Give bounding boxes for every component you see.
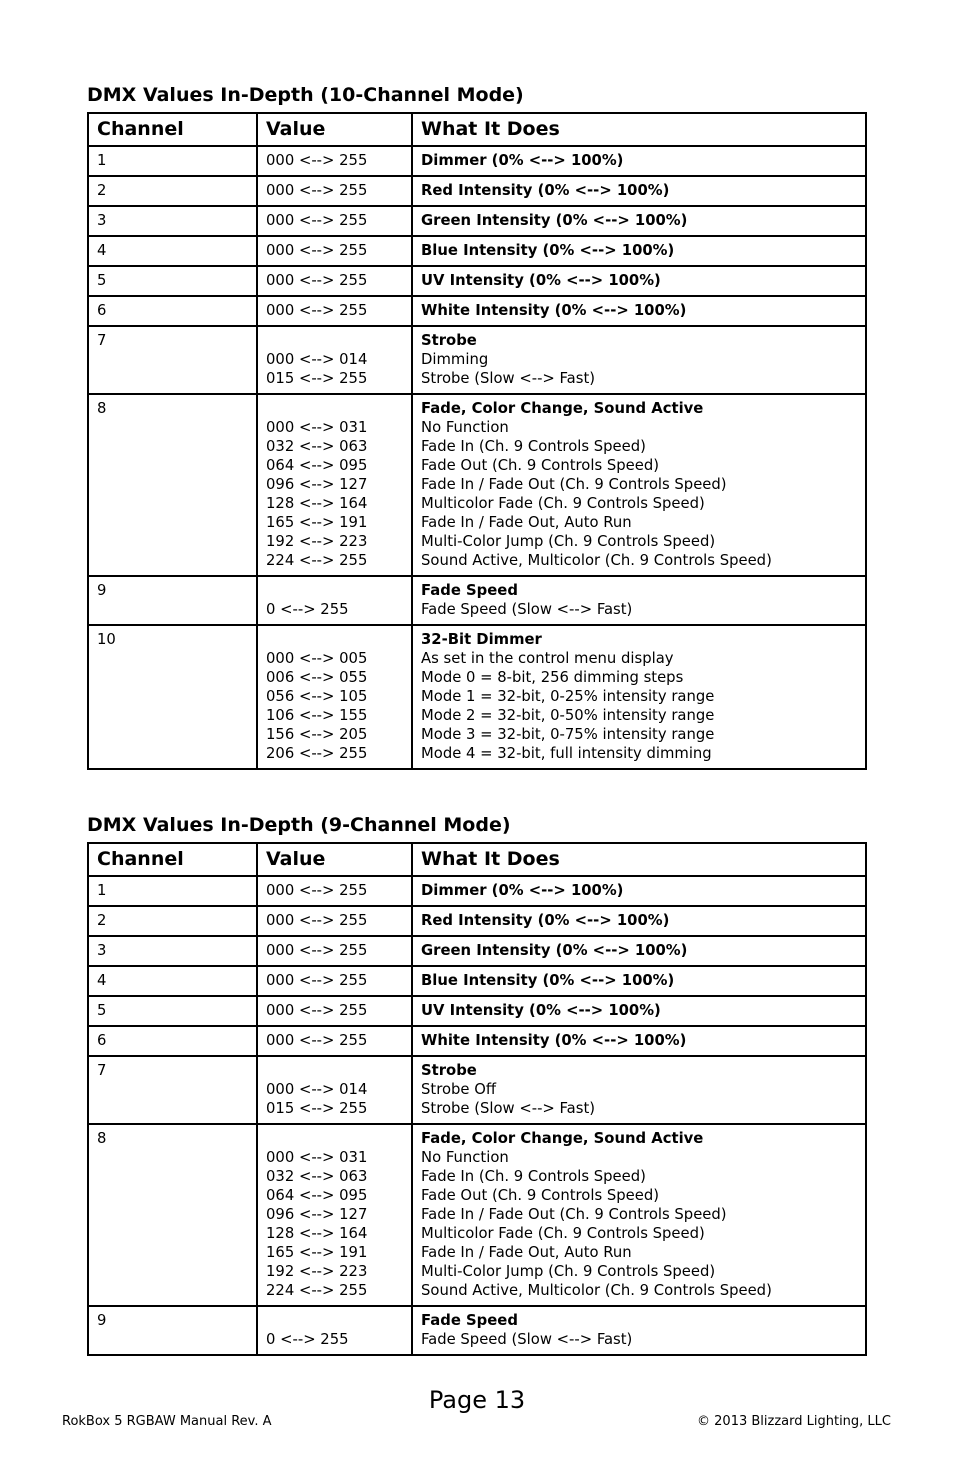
table-row bbox=[88, 176, 866, 206]
function-heading: 32-Bit Dimmer bbox=[421, 631, 542, 648]
header-what-it-does: What It Does bbox=[412, 113, 866, 146]
table-row bbox=[88, 936, 866, 966]
value-spacer bbox=[266, 1311, 403, 1330]
value-range: 000 <--> 255 bbox=[266, 1032, 368, 1049]
channel-cell: 10 bbox=[88, 625, 257, 769]
function-item: Sound Active, Multicolor (Ch. 9 Controls Speed) bbox=[421, 1282, 772, 1299]
value-cell bbox=[257, 936, 412, 966]
value-range: 224 <--> 255 bbox=[266, 552, 368, 569]
table-body bbox=[88, 876, 866, 1355]
function-heading: Blue Intensity (0% <--> 100%) bbox=[421, 242, 675, 259]
value-range: 0 <--> 255 bbox=[266, 1331, 349, 1348]
value-range: 192 <--> 223 bbox=[266, 533, 368, 550]
table-row bbox=[88, 996, 866, 1026]
function-heading: UV Intensity (0% <--> 100%) bbox=[421, 1002, 661, 1019]
function-cell bbox=[412, 1124, 866, 1306]
value-spacer bbox=[266, 1061, 403, 1080]
function-item: Mode 0 = 8-bit, 256 dimming steps bbox=[421, 669, 684, 686]
function-item: Multi-Color Jump (Ch. 9 Controls Speed) bbox=[421, 1263, 716, 1280]
value-spacer bbox=[266, 1129, 403, 1148]
function-item: Strobe (Slow <--> Fast) bbox=[421, 370, 596, 387]
function-item: Sound Active, Multicolor (Ch. 9 Controls Speed) bbox=[421, 552, 772, 569]
function-item: Fade In (Ch. 9 Controls Speed) bbox=[421, 438, 646, 455]
value-spacer bbox=[266, 331, 403, 350]
page-number: Page 13 bbox=[428, 1386, 526, 1414]
function-item: Fade Speed (Slow <--> Fast) bbox=[421, 1331, 633, 1348]
value-range: 096 <--> 127 bbox=[266, 476, 368, 493]
value-range: 000 <--> 255 bbox=[266, 302, 368, 319]
table-row bbox=[88, 296, 866, 326]
function-heading: Dimmer (0% <--> 100%) bbox=[421, 152, 624, 169]
value-range: 000 <--> 255 bbox=[266, 942, 368, 959]
value-cell bbox=[257, 296, 412, 326]
dmx-table-9ch bbox=[87, 842, 867, 1356]
function-heading: Fade Speed bbox=[421, 582, 518, 599]
function-item: Fade In (Ch. 9 Controls Speed) bbox=[421, 1168, 646, 1185]
function-cell bbox=[412, 996, 866, 1026]
function-cell bbox=[412, 176, 866, 206]
function-item: Multicolor Fade (Ch. 9 Controls Speed) bbox=[421, 495, 705, 512]
function-heading: Blue Intensity (0% <--> 100%) bbox=[421, 972, 675, 989]
function-heading: Green Intensity (0% <--> 100%) bbox=[421, 212, 688, 229]
value-range: 000 <--> 255 bbox=[266, 912, 368, 929]
function-item: Multi-Color Jump (Ch. 9 Controls Speed) bbox=[421, 533, 716, 550]
function-heading: UV Intensity (0% <--> 100%) bbox=[421, 272, 661, 289]
table-row bbox=[88, 1306, 866, 1355]
function-cell bbox=[412, 906, 866, 936]
table-section-10ch bbox=[87, 82, 867, 770]
function-cell bbox=[412, 936, 866, 966]
function-item: Fade In / Fade Out (Ch. 9 Controls Speed) bbox=[421, 1206, 727, 1223]
value-spacer bbox=[266, 399, 403, 418]
channel-cell: 5 bbox=[88, 266, 257, 296]
function-item: No Function bbox=[421, 419, 509, 436]
function-item: Mode 4 = 32-bit, full intensity dimming bbox=[421, 745, 712, 762]
value-cell bbox=[257, 625, 412, 769]
function-item: Fade In / Fade Out, Auto Run bbox=[421, 1244, 632, 1261]
header-row bbox=[88, 113, 866, 146]
value-range: 000 <--> 255 bbox=[266, 152, 368, 169]
channel-cell: 8 bbox=[88, 394, 257, 576]
table-row bbox=[88, 394, 866, 576]
header-channel: Channel bbox=[88, 113, 257, 146]
value-cell bbox=[257, 146, 412, 176]
channel-cell: 6 bbox=[88, 296, 257, 326]
function-heading: Red Intensity (0% <--> 100%) bbox=[421, 912, 670, 929]
value-range: 106 <--> 155 bbox=[266, 707, 368, 724]
value-range: 000 <--> 255 bbox=[266, 1002, 368, 1019]
function-item: No Function bbox=[421, 1149, 509, 1166]
value-range: 192 <--> 223 bbox=[266, 1263, 368, 1280]
function-item: Fade In / Fade Out (Ch. 9 Controls Speed) bbox=[421, 476, 727, 493]
value-range: 015 <--> 255 bbox=[266, 1100, 368, 1117]
channel-cell: 8 bbox=[88, 1124, 257, 1306]
table-row bbox=[88, 876, 866, 906]
value-spacer bbox=[266, 630, 403, 649]
function-item: Fade Speed (Slow <--> Fast) bbox=[421, 601, 633, 618]
function-item: Strobe Off bbox=[421, 1081, 497, 1098]
header-channel: Channel bbox=[88, 843, 257, 876]
value-cell bbox=[257, 1124, 412, 1306]
channel-cell: 9 bbox=[88, 576, 257, 625]
function-cell bbox=[412, 266, 866, 296]
table-row bbox=[88, 576, 866, 625]
value-range: 064 <--> 095 bbox=[266, 1187, 368, 1204]
value-range: 032 <--> 063 bbox=[266, 438, 368, 455]
function-cell bbox=[412, 576, 866, 625]
channel-cell: 7 bbox=[88, 326, 257, 394]
function-item: As set in the control menu display bbox=[421, 650, 674, 667]
function-heading: Dimmer (0% <--> 100%) bbox=[421, 882, 624, 899]
function-heading: Strobe bbox=[421, 1062, 477, 1079]
footer-manual-title: RokBox 5 RGBAW Manual Rev. A bbox=[62, 1414, 272, 1429]
table-row bbox=[88, 906, 866, 936]
function-cell bbox=[412, 1026, 866, 1056]
value-range: 056 <--> 105 bbox=[266, 688, 368, 705]
value-range: 000 <--> 255 bbox=[266, 272, 368, 289]
function-item: Strobe (Slow <--> Fast) bbox=[421, 1100, 596, 1117]
value-cell bbox=[257, 266, 412, 296]
table-row bbox=[88, 206, 866, 236]
function-item: Fade In / Fade Out, Auto Run bbox=[421, 514, 632, 531]
table-body bbox=[88, 146, 866, 769]
value-cell bbox=[257, 326, 412, 394]
dmx-table-10ch bbox=[87, 112, 867, 770]
value-range: 000 <--> 255 bbox=[266, 972, 368, 989]
value-range: 165 <--> 191 bbox=[266, 1244, 368, 1261]
table-row bbox=[88, 146, 866, 176]
table-row bbox=[88, 326, 866, 394]
function-item: Fade Out (Ch. 9 Controls Speed) bbox=[421, 1187, 660, 1204]
channel-cell: 5 bbox=[88, 996, 257, 1026]
value-cell bbox=[257, 394, 412, 576]
value-cell bbox=[257, 906, 412, 936]
channel-cell: 9 bbox=[88, 1306, 257, 1355]
channel-cell: 2 bbox=[88, 906, 257, 936]
function-cell bbox=[412, 625, 866, 769]
function-heading: White Intensity (0% <--> 100%) bbox=[421, 302, 687, 319]
value-cell bbox=[257, 1056, 412, 1124]
value-cell bbox=[257, 176, 412, 206]
function-cell bbox=[412, 394, 866, 576]
value-range: 156 <--> 205 bbox=[266, 726, 368, 743]
function-heading: Strobe bbox=[421, 332, 477, 349]
header-value: Value bbox=[257, 113, 412, 146]
channel-cell: 6 bbox=[88, 1026, 257, 1056]
function-cell bbox=[412, 296, 866, 326]
table-row bbox=[88, 236, 866, 266]
table-row bbox=[88, 1056, 866, 1124]
function-item: Fade Out (Ch. 9 Controls Speed) bbox=[421, 457, 660, 474]
value-range: 128 <--> 164 bbox=[266, 495, 368, 512]
channel-cell: 2 bbox=[88, 176, 257, 206]
header-value: Value bbox=[257, 843, 412, 876]
value-range: 000 <--> 255 bbox=[266, 212, 368, 229]
value-range: 165 <--> 191 bbox=[266, 514, 368, 531]
value-range: 064 <--> 095 bbox=[266, 457, 368, 474]
table-row bbox=[88, 266, 866, 296]
function-cell bbox=[412, 146, 866, 176]
value-cell bbox=[257, 996, 412, 1026]
function-heading: Fade, Color Change, Sound Active bbox=[421, 400, 704, 417]
channel-cell: 4 bbox=[88, 966, 257, 996]
function-cell bbox=[412, 236, 866, 266]
value-range: 015 <--> 255 bbox=[266, 370, 368, 387]
table-row bbox=[88, 1124, 866, 1306]
value-cell bbox=[257, 576, 412, 625]
function-cell bbox=[412, 206, 866, 236]
value-range: 128 <--> 164 bbox=[266, 1225, 368, 1242]
function-item: Mode 1 = 32-bit, 0-25% intensity range bbox=[421, 688, 715, 705]
function-cell bbox=[412, 1056, 866, 1124]
header-what-it-does: What It Does bbox=[412, 843, 866, 876]
value-range: 000 <--> 255 bbox=[266, 242, 368, 259]
footer-copyright: © 2013 Blizzard Lighting, LLC bbox=[697, 1414, 891, 1429]
value-spacer bbox=[266, 581, 403, 600]
section-title: DMX Values In-Depth (10-Channel Mode) bbox=[87, 84, 524, 106]
value-cell bbox=[257, 1026, 412, 1056]
function-cell bbox=[412, 326, 866, 394]
function-cell bbox=[412, 876, 866, 906]
header-row bbox=[88, 843, 866, 876]
value-range: 0 <--> 255 bbox=[266, 601, 349, 618]
value-range: 206 <--> 255 bbox=[266, 745, 368, 762]
value-cell bbox=[257, 966, 412, 996]
channel-cell: 3 bbox=[88, 936, 257, 966]
value-range: 032 <--> 063 bbox=[266, 1168, 368, 1185]
value-cell bbox=[257, 1306, 412, 1355]
value-range: 000 <--> 255 bbox=[266, 882, 368, 899]
table-row bbox=[88, 966, 866, 996]
function-heading: Fade, Color Change, Sound Active bbox=[421, 1130, 704, 1147]
function-item: Mode 2 = 32-bit, 0-50% intensity range bbox=[421, 707, 715, 724]
channel-cell: 3 bbox=[88, 206, 257, 236]
value-range: 000 <--> 005 bbox=[266, 650, 368, 667]
function-item: Multicolor Fade (Ch. 9 Controls Speed) bbox=[421, 1225, 705, 1242]
channel-cell: 1 bbox=[88, 146, 257, 176]
value-range: 000 <--> 031 bbox=[266, 419, 368, 436]
value-range: 000 <--> 255 bbox=[266, 182, 368, 199]
function-cell bbox=[412, 1306, 866, 1355]
function-heading: White Intensity (0% <--> 100%) bbox=[421, 1032, 687, 1049]
function-item: Mode 3 = 32-bit, 0-75% intensity range bbox=[421, 726, 715, 743]
table-section-9ch bbox=[87, 812, 867, 1356]
value-range: 000 <--> 014 bbox=[266, 351, 368, 368]
channel-cell: 7 bbox=[88, 1056, 257, 1124]
channel-cell: 4 bbox=[88, 236, 257, 266]
table-row bbox=[88, 625, 866, 769]
section-title: DMX Values In-Depth (9-Channel Mode) bbox=[87, 814, 511, 836]
value-range: 006 <--> 055 bbox=[266, 669, 368, 686]
function-heading: Red Intensity (0% <--> 100%) bbox=[421, 182, 670, 199]
table-row bbox=[88, 1026, 866, 1056]
function-item: Dimming bbox=[421, 351, 489, 368]
function-heading: Fade Speed bbox=[421, 1312, 518, 1329]
value-range: 000 <--> 014 bbox=[266, 1081, 368, 1098]
value-cell bbox=[257, 206, 412, 236]
function-cell bbox=[412, 966, 866, 996]
value-range: 224 <--> 255 bbox=[266, 1282, 368, 1299]
function-heading: Green Intensity (0% <--> 100%) bbox=[421, 942, 688, 959]
value-range: 096 <--> 127 bbox=[266, 1206, 368, 1223]
value-range: 000 <--> 031 bbox=[266, 1149, 368, 1166]
channel-cell: 1 bbox=[88, 876, 257, 906]
value-cell bbox=[257, 876, 412, 906]
value-cell bbox=[257, 236, 412, 266]
